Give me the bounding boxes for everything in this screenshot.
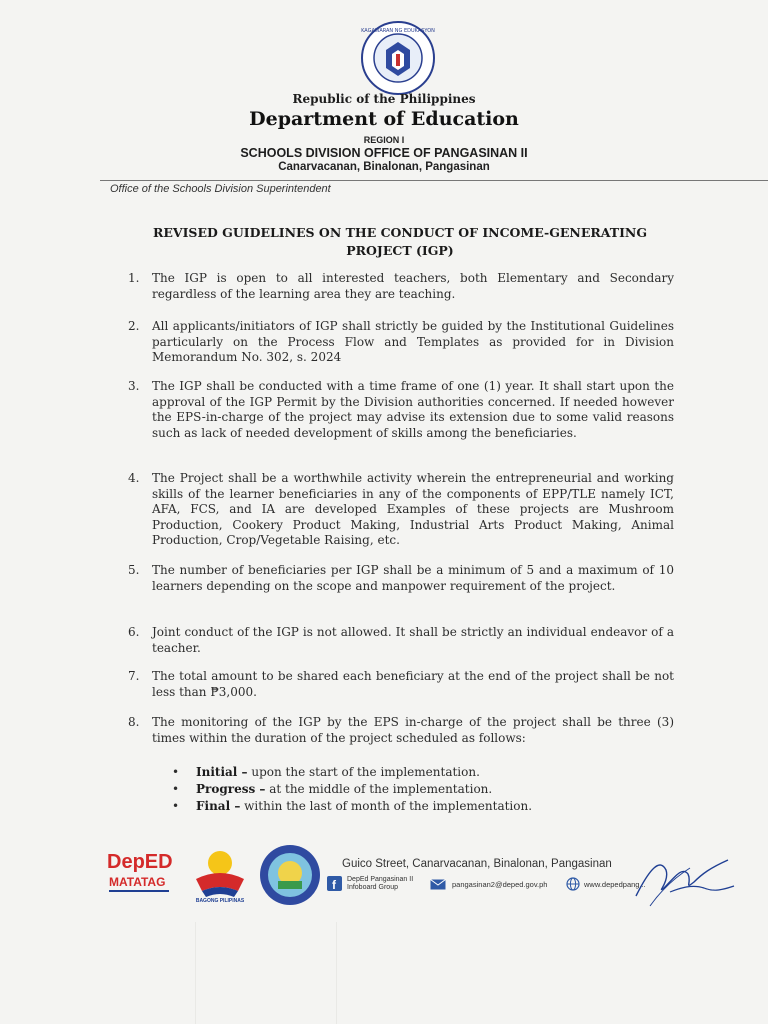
- item-text: The IGP shall be conducted with a time frame of one (1) year. It shall start upon the approval of the IGP Permit by the Division authorities concerned. If needed however the EPS-in-charge of the project may advise its extension due to some valid reasons such as lack of needed development of skills among the beneficiaries.: [152, 379, 674, 440]
- list-item: [128, 563, 674, 594]
- schedule-label: Initial –: [196, 765, 248, 779]
- item-number: 2.: [128, 319, 140, 333]
- facebook-icon: [327, 876, 342, 891]
- item-number: 8.: [128, 715, 140, 729]
- division-address: Canarvacanan, Binalonan, Pangasinan: [278, 161, 490, 173]
- footer-address: Guico Street, Canarvacanan, Binalonan, Pangasinan: [342, 858, 612, 870]
- website-url: www.depedpang...: [584, 880, 646, 889]
- sdo-pangasinan-seal-icon: [258, 843, 322, 907]
- item-number: 4.: [128, 471, 140, 485]
- office-label: Office of the Schools Division Superintendent: [110, 183, 331, 195]
- mail-icon: [430, 879, 446, 890]
- bagong-pilipinas-logo-icon: [188, 845, 252, 903]
- item-text: The Project shall be a worthwhile activity wherein the entrepreneurial and working skills of the learner beneficiaries in any of the components of EPP/TLE namely ICT, AFA, FCS, and IA are developed Examples of these projects are Mushroom Production, Cookery Product Making, Industrial Arts Product Making, Animal Production, Crop/Vegetable Raising, etc.: [152, 471, 674, 547]
- facebook-group-label: [347, 876, 413, 892]
- globe-icon: [566, 877, 580, 891]
- republic-heading: Republic of the Philippines: [292, 92, 476, 106]
- facebook-line-1: DepEd Pangasinan II: [347, 876, 414, 883]
- bullet-icon: •: [172, 782, 180, 796]
- schedule-label: Progress –: [196, 782, 266, 796]
- item-text: All applicants/initiators of IGP shall strictly be guided by the Institutional Guidelines particularly on the Process Flow and Templates as provided for in Division Memorandum No. 302, s. 2024: [152, 319, 674, 364]
- list-item: [128, 625, 674, 656]
- bullet-icon: •: [172, 799, 180, 813]
- monitoring-schedule: [170, 764, 610, 815]
- item-text: The total amount to be shared each beneficiary at the end of the project shall be not less than ₱3,000.: [152, 669, 674, 699]
- item-text: The monitoring of the IGP by the EPS in-charge of the project shall be three (3) times within the duration of the project scheduled as follows:: [152, 715, 674, 745]
- list-item: [128, 271, 674, 302]
- deped-matatag-logo-icon: [105, 846, 181, 898]
- seal-text: KAGAWARAN NG EDUKASYON: [361, 28, 435, 34]
- division-name: SCHOOLS DIVISION OFFICE OF PANGASINAN II: [240, 146, 528, 160]
- schedule-item-progress: [170, 781, 610, 798]
- schedule-item-final: [170, 798, 610, 815]
- deped-seal-icon: [360, 20, 436, 96]
- contact-email: pangasinan2@deped.gov.ph: [452, 880, 548, 889]
- item-number: 6.: [128, 625, 140, 639]
- item-number: 3.: [128, 379, 140, 393]
- svg-text:f: f: [332, 878, 336, 891]
- facebook-line-2: Infoboard Group: [347, 884, 398, 891]
- item-text: The number of beneficiaries per IGP shall be a minimum of 5 and a maximum of 10 learners depending on the scope and manpower requirement of the project.: [152, 563, 674, 593]
- item-number: 7.: [128, 669, 140, 683]
- item-number: 1.: [128, 271, 140, 285]
- list-item: [128, 715, 674, 746]
- schedule-text: upon the start of the implementation.: [251, 765, 480, 779]
- region-label: REGION I: [363, 135, 405, 145]
- schedule-label: Final –: [196, 799, 241, 813]
- item-text: Joint conduct of the IGP is not allowed. It shall be strictly an individual endeavor of a teacher.: [152, 625, 674, 655]
- list-item: [128, 471, 674, 549]
- title-line-2: PROJECT (IGP): [346, 243, 454, 258]
- item-number: 5.: [128, 563, 140, 577]
- department-heading: Department of Education: [249, 108, 519, 130]
- schedule-item-initial: [170, 764, 610, 781]
- schedule-text: within the last of month of the implementation.: [244, 799, 533, 813]
- deped-logo-text: DepED: [107, 851, 173, 873]
- schedule-text: at the middle of the implementation.: [269, 782, 493, 796]
- scan-artifact: [195, 922, 337, 1024]
- list-item: [128, 379, 674, 441]
- bullet-icon: •: [172, 765, 180, 779]
- signature-icon: [630, 848, 740, 910]
- matatag-logo-text: MATATAG: [109, 875, 166, 889]
- list-item: [128, 669, 674, 700]
- header-divider: [100, 180, 768, 181]
- bagong-logo-text: BAGONG PILIPINAS: [195, 898, 245, 903]
- title-line-1: REVISED GUIDELINES ON THE CONDUCT OF INCOME-GENERATING: [152, 225, 648, 240]
- list-item: [128, 319, 674, 366]
- item-text: The IGP is open to all interested teachers, both Elementary and Secondary regardless of the learning area they are teaching.: [152, 271, 674, 301]
- document-title: [120, 224, 680, 260]
